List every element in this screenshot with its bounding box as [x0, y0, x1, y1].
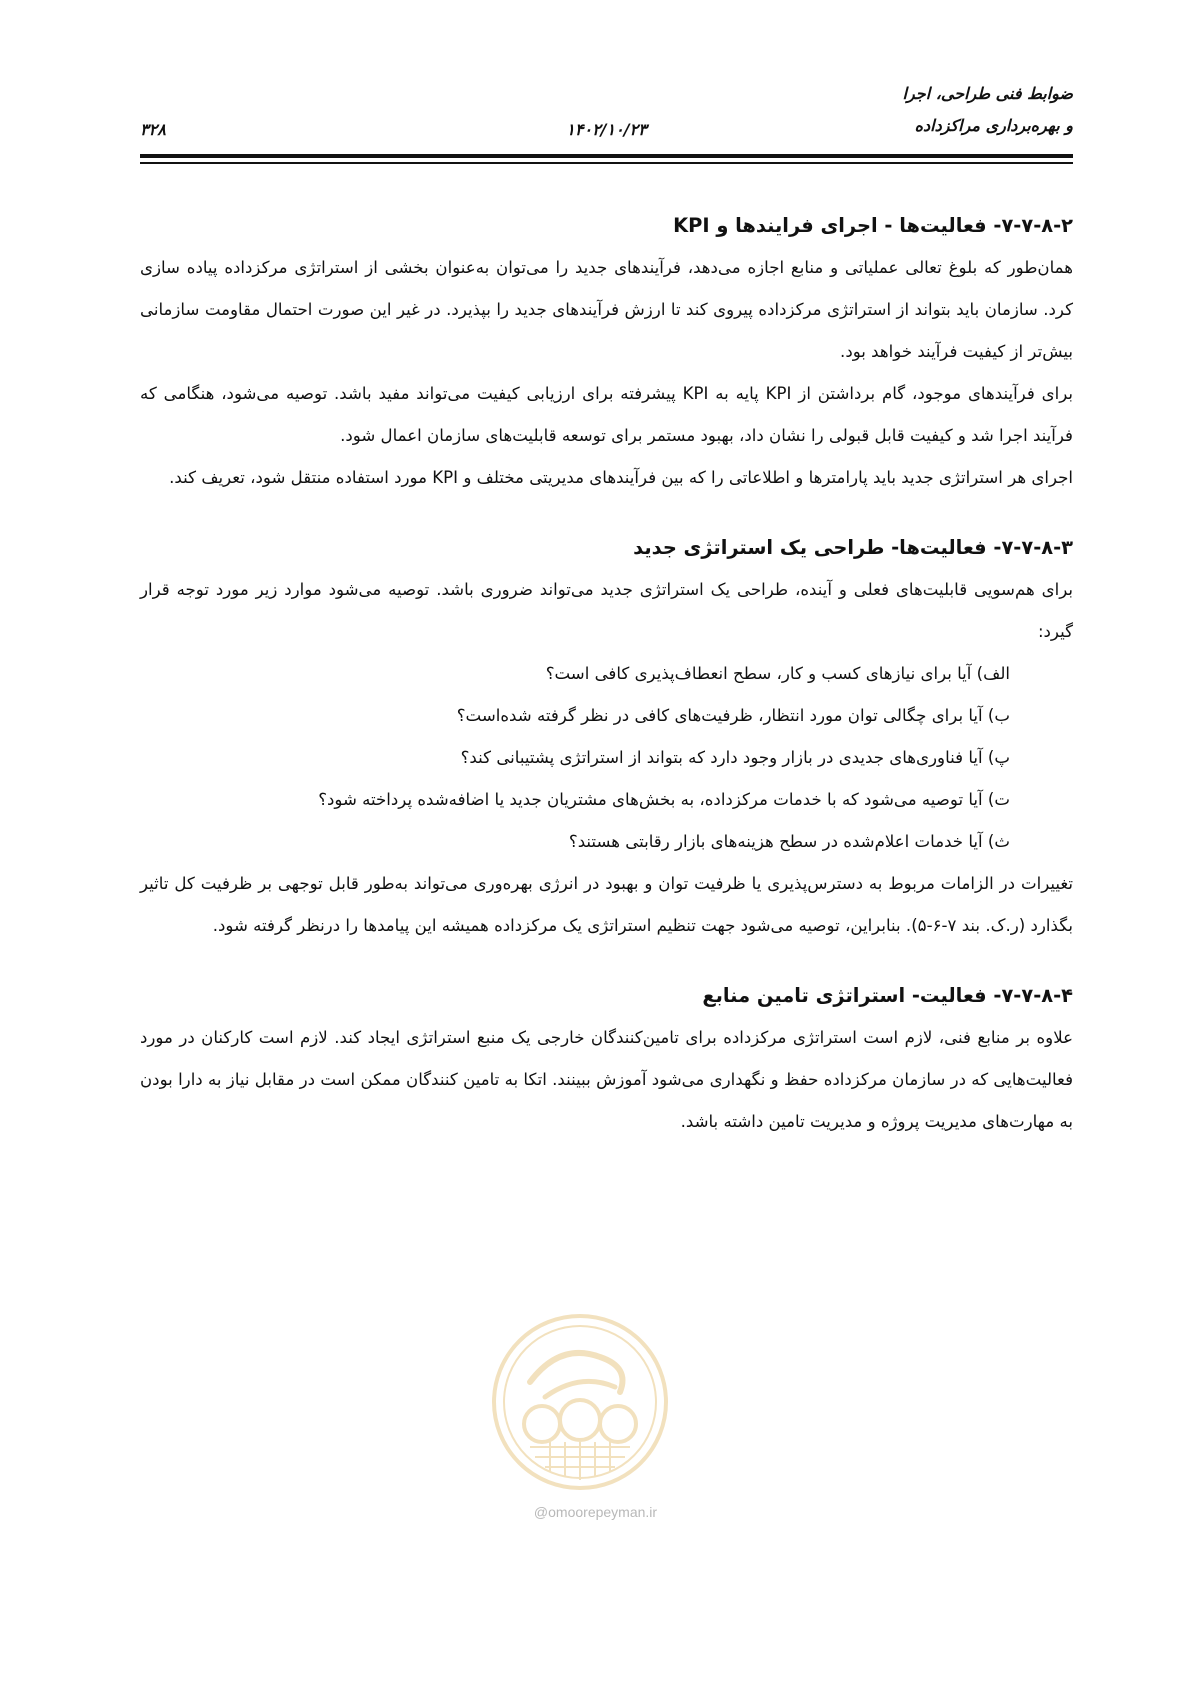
list-item: ث) آیا خدمات اعلام‌شده در سطح هزینه‌های بازار رقابتی هستند؟: [568, 832, 1010, 851]
header-rule-thin: [140, 162, 1073, 164]
page-content: [140, 205, 1073, 1143]
paragraph: برای هم‌سویی قابلیت‌های فعلی و آینده، طراحی یک استراتژی جدید می‌تواند ضروری باشد. توصیه می‌شود موارد زیر مورد توجه قرار گیرد:: [140, 580, 1073, 641]
section-heading: ۷-۷-۸-۲- فعالیت‌ها - اجرای فرایندها و KPI: [673, 214, 1073, 237]
paragraph: تغییرات در الزامات مربوط به دسترس‌پذیری یا ظرفیت توان و بهبود در انرژی بهره‌وری می‌تواند به‌طور قابل توجهی بر ظرفیت کل تاثیر بگذارد (ر.ک. بند ۷-۶-۵). بنابراین، توصیه می‌شود جهت تنظیم استراتژی یک مرکزداده همیشه این پیامدها را درنظر گرفته شود.: [140, 874, 1073, 935]
paragraph: برای فرآیندهای موجود، گام برداشتن از KPI پایه به KPI پیشرفته برای ارزیابی کیفیت می‌تواند مفید باشد. توصیه می‌شود، هنگامی که فرآیند اجرا شد و کیفیت قابل قبولی را نشان داد، بهبود مستمر برای توسعه قابلیت‌های سازمان اعمال شود.: [140, 384, 1074, 445]
list-item: ت) آیا توصیه می‌شود که با خدمات مرکزداده، به بخش‌های مشتریان جدید یا اضافه‌شده پرداخته شود؟: [318, 790, 1010, 809]
list-item: پ) آیا فناوری‌های جدیدی در بازار وجود دارد که بتواند از استراتژی پشتیبانی کند؟: [460, 748, 1010, 767]
list-item: الف) آیا برای نیازهای کسب و کار، سطح انعطاف‌پذیری کافی است؟: [545, 664, 1010, 683]
paragraph: همان‌طور که بلوغ تعالی عملیاتی و منابع اجازه می‌دهد، فرآیندهای جدید را می‌توان به‌عنوان بخشی از استراتژی مرکزداده پیاده سازی کرد. سازمان باید بتواند از استراتژی مرکزداده پیروی کند تا ارزش فرآیندهای جدید را بپذیرد. در غیر این صورت احتمال مقاومت سازمانی بیش‌تر از کیفیت فرآیند خواهد بود.: [140, 258, 1073, 361]
question-list: [140, 653, 1073, 863]
page-header: [140, 76, 1073, 166]
list-item: ب) آیا برای چگالی توان مورد انتظار، ظرفیت‌های کافی در نظر گرفته شده‌است؟: [456, 706, 1010, 725]
header-rule-thick: [140, 154, 1073, 158]
watermark-url: @omoorepeyman.ir: [533, 1504, 658, 1520]
page-number: ۳۲۸: [140, 120, 166, 139]
section-heading: ۷-۷-۸-۴- فعالیت- استراتژی تامین منابع: [702, 984, 1073, 1007]
watermark-logo-icon: [490, 1312, 670, 1492]
header-title-line2: و بهره‌برداری مراکزداده: [914, 116, 1073, 135]
paragraph: علاوه بر منابع فنی، لازم است استراتژی مرکزداده برای تامین‌کنندگان خارجی یک منبع استراتژی ایجاد کند. لازم است کارکنان در مورد فعالیت‌هایی که در سازمان مرکزداده حفظ و نگهداری می‌شود آموزش ببینند. اتکا به تامین کنندگان ممکن است در مقابل نیاز به دارا بودن به مهارت‌های مدیریت پروژه و مدیریت تامین داشته باشد.: [140, 1028, 1073, 1131]
header-title-line1: ضوابط فنی طراحی، اجرا: [902, 84, 1073, 103]
section-heading: ۷-۷-۸-۳- فعالیت‌ها- طراحی یک استراتژی جدید: [633, 536, 1073, 559]
header-date: ۱۴۰۲/۱۰/۲۳: [566, 120, 647, 139]
paragraph: اجرای هر استراتژی جدید باید پارامترها و اطلاعاتی را که بین فرآیندهای مدیریتی مختلف و KPI مورد استفاده منتقل شود، تعریف کند.: [169, 468, 1073, 487]
